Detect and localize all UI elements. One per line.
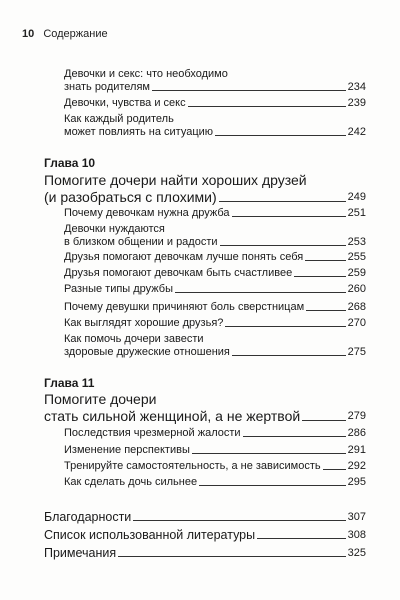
running-header [22,28,108,40]
chapter-title[interactable] [44,391,366,425]
toc-entry-title: Девочки, чувства и секс [64,97,186,109]
dot-leader [152,90,346,91]
dot-leader [232,355,346,356]
dot-leader [192,453,346,454]
dot-leader [323,469,346,470]
toc-entry-title: Как выглядят хорошие друзья? [64,317,224,329]
dot-leader [215,135,346,136]
toc-entry-title: Почему девочкам нужна дружба [64,207,230,219]
toc-entry[interactable] [64,267,366,280]
toc-entry-page: 270 [347,317,366,329]
dot-leader [306,310,345,311]
toc-entry[interactable] [64,68,366,94]
toc-entry-page: 292 [347,460,366,472]
chapter-title-line1: Помогите дочери [44,391,157,407]
toc-entry[interactable] [64,207,366,220]
toc-entry-page: 295 [347,476,366,488]
toc-entry-page: 275 [347,346,366,358]
toc-entry-title-line1: Как помочь дочери завести [64,333,204,345]
toc-entry[interactable] [64,251,366,264]
toc-entry-page: 286 [347,427,366,439]
toc-entry-page: 259 [347,267,366,279]
chapter-label: Глава 11 [44,376,95,390]
toc-entry[interactable] [64,223,366,249]
toc-entry[interactable] [64,301,366,314]
toc-entry-title-line1: Девочки и секс: что необходимо [64,68,228,80]
toc-entry-title-line2: в близком общении и радости [64,236,218,248]
toc-entry-title-line2: знать родителям [64,81,150,93]
dot-leader [225,326,345,327]
toc-entry[interactable] [64,283,366,296]
toc-backmatter-entry[interactable] [44,510,366,525]
toc-entry-title-line2: может повлиять на ситуацию [64,126,214,138]
toc-entry[interactable] [64,333,366,359]
toc-entry-title: Как сделать дочь сильнее [64,476,198,488]
backmatter-page: 308 [347,529,366,541]
chapter-label: Глава 10 [44,156,96,170]
backmatter-title: Благодарности [44,510,132,524]
toc-entry-title: Разные типы дружбы [64,283,173,295]
toc-entry-title-line1: Как каждый родитель [64,113,174,125]
toc-entry-title: Друзья помогают девочкам лучше понять себя [64,251,304,263]
toc-entry-page: 234 [347,81,366,93]
toc-entry-title: Тренируйте самостоятельность, а не зависимость [64,460,321,472]
chapter-title-line1: Помогите дочери найти хороших друзей [44,172,307,188]
toc-entry[interactable] [64,460,366,473]
chapter-page: 249 [347,191,366,203]
toc-entry-page: 239 [347,97,366,109]
toc-entry[interactable] [64,427,366,440]
dot-leader [133,520,345,521]
dot-leader [188,106,346,107]
toc-entry-page: 242 [347,126,366,138]
toc-entry-page: 255 [347,251,366,263]
toc-backmatter-entry[interactable] [44,528,366,543]
backmatter-page: 307 [347,511,366,523]
backmatter-page: 325 [347,547,366,559]
chapter-page: 279 [347,410,366,422]
running-title: Содержание [43,28,108,40]
dot-leader [232,216,346,217]
toc-entry[interactable] [64,97,366,110]
chapter-title[interactable] [44,172,366,206]
dot-leader [220,245,346,246]
toc-entry-title: Почему девушки причиняют боль сверстницам [64,301,305,313]
dot-leader [175,292,346,293]
dot-leader [219,201,346,202]
chapter-title-line2: (и разобраться с плохими) [44,189,217,205]
page-number: 10 [22,28,35,40]
dot-leader [118,556,345,557]
toc-entry-title: Последствия чрезмерной жалости [64,427,241,439]
toc-entry[interactable] [64,317,366,330]
toc-backmatter-entry[interactable] [44,546,366,561]
toc-entry[interactable] [64,476,366,489]
toc-entry-title-line1: Девочки нуждаются [64,223,165,235]
dot-leader [257,538,346,539]
dot-leader [199,485,346,486]
toc-entry-page: 253 [347,236,366,248]
dot-leader [302,420,345,421]
toc-entry-page: 251 [347,207,366,219]
backmatter-title: Список использованной литературы [44,528,256,542]
chapter-title-line2: стать сильной женщиной, а не жертвой [44,408,301,424]
backmatter-title: Примечания [44,546,117,560]
toc-entry-page: 268 [347,301,366,313]
toc-entry[interactable] [64,444,366,457]
dot-leader [305,260,345,261]
toc-entry-page: 260 [347,283,366,295]
dot-leader [243,436,346,437]
dot-leader [294,276,345,277]
toc-entry[interactable] [64,113,366,139]
toc-entry-title: Друзья помогают девочкам быть счастливее [64,267,293,279]
toc-entry-title-line2: здоровые дружеские отношения [64,346,230,358]
toc-entry-page: 291 [347,444,366,456]
toc-entry-title: Изменение перспективы [64,444,190,456]
